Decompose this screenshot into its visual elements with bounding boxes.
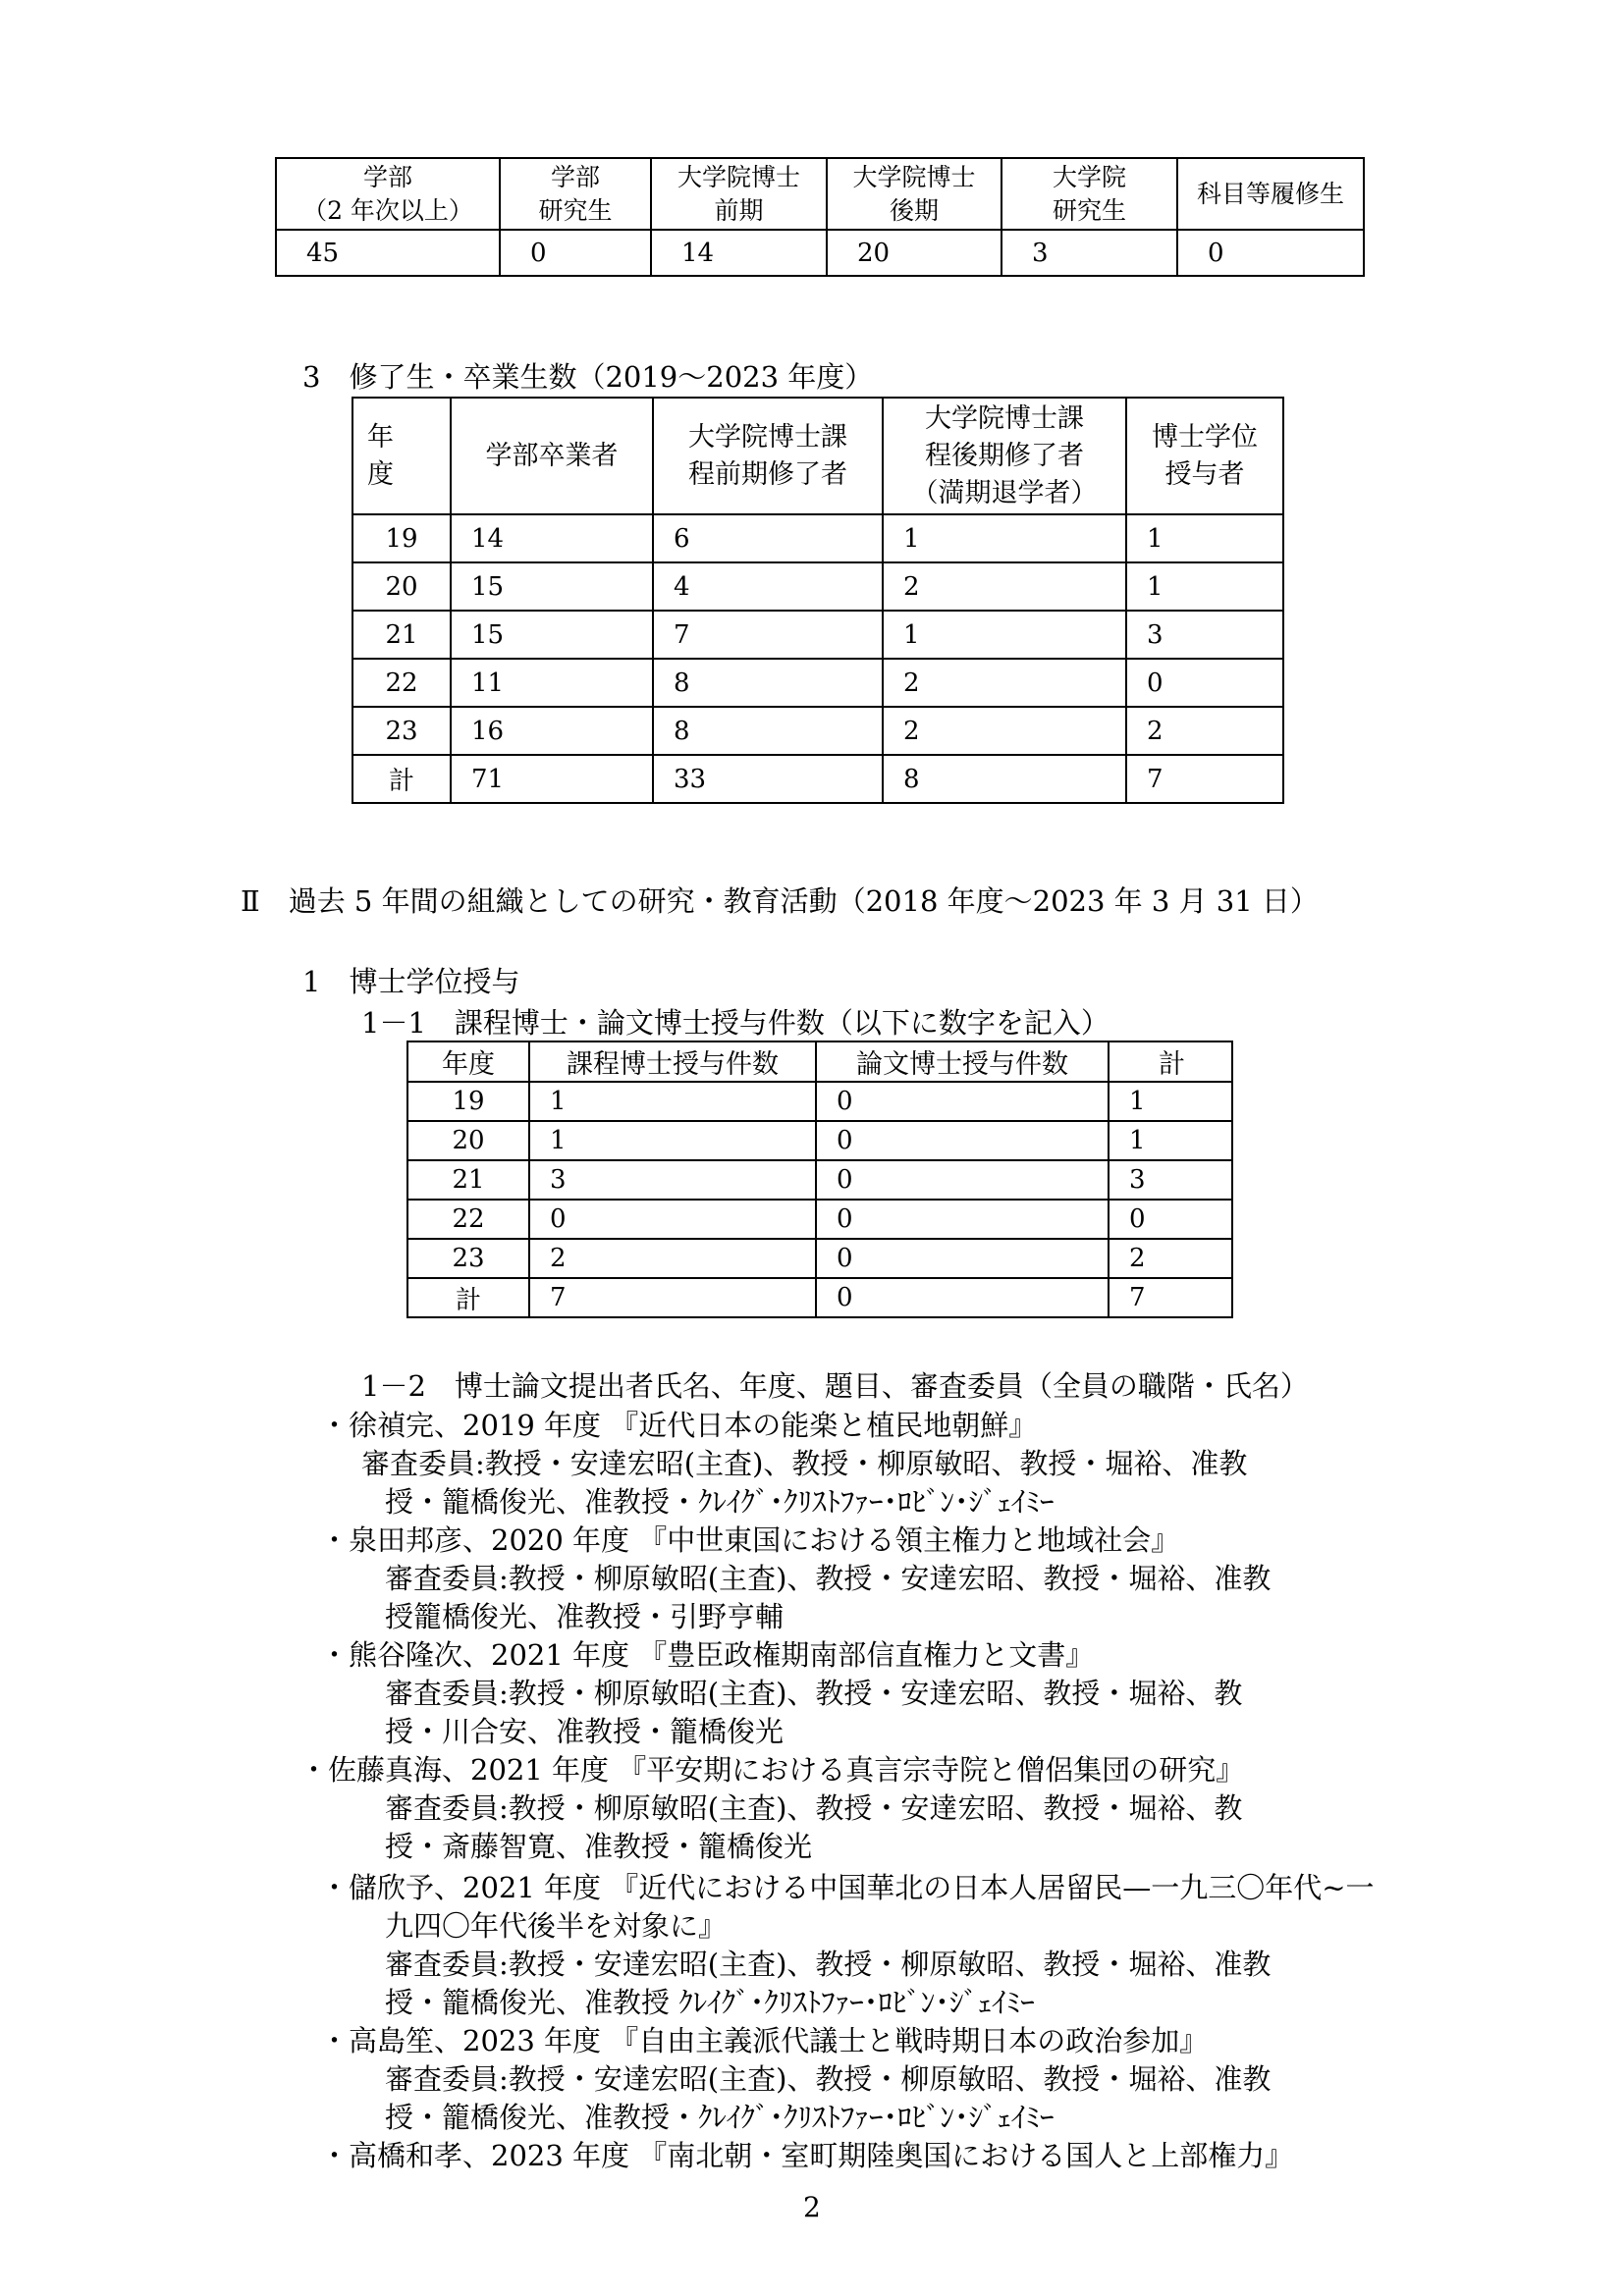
table-cell: 8 xyxy=(883,755,1126,803)
list-item: ・佐藤真海、2021 年度 『平安期における真言宗寺院と僧侶集団の研究』 xyxy=(299,1753,1245,1787)
table-cell: 21 xyxy=(352,611,451,659)
table-cell: 7 xyxy=(653,611,883,659)
header-cell: 課程博士授与件数 xyxy=(529,1041,816,1082)
table-cell: 0 xyxy=(1109,1200,1232,1239)
header-cell: 大学院 研究生 xyxy=(1001,158,1177,230)
table-row xyxy=(352,562,1283,611)
list-item: ・儲欣予、2021 年度 『近代における中国華北の日本人居留民—一九三〇年代~一 xyxy=(320,1871,1375,1904)
table-row xyxy=(352,611,1283,659)
header-cell: 計 xyxy=(1109,1041,1232,1082)
table-cell: 23 xyxy=(407,1239,529,1278)
table-cell: 1 xyxy=(529,1082,816,1121)
subsection-1-1-title: 1－1 課程博士・論文博士授与件数（以下に数字を記入） xyxy=(361,1006,1110,1040)
table-cell: 2 xyxy=(1109,1239,1232,1278)
table-row xyxy=(352,707,1283,755)
table-cell: 3 xyxy=(1126,611,1283,659)
table-cell: 71 xyxy=(451,755,653,803)
table-cell: 7 xyxy=(529,1278,816,1317)
table-cell: 33 xyxy=(653,755,883,803)
table-cell: 0 xyxy=(816,1160,1109,1200)
list-item: ・泉田邦彦、2020 年度 『中世東国における領主権力と地域社会』 xyxy=(320,1523,1180,1557)
table-row xyxy=(352,514,1283,562)
table-cell: 7 xyxy=(1109,1278,1232,1317)
table-cell: 0 xyxy=(1126,659,1283,707)
table-cell: 45 xyxy=(276,230,500,276)
table-cell: 3 xyxy=(529,1160,816,1200)
table-cell: 2 xyxy=(1126,707,1283,755)
list-item: 審査委員:教授・安達宏昭(主査)、教授・柳原敏昭、教授・堀裕、准教 xyxy=(385,1948,1272,1981)
table-cell: 3 xyxy=(1001,230,1177,276)
list-item: 九四〇年代後半を対象に』 xyxy=(385,1909,728,1943)
table-cell: 22 xyxy=(352,659,451,707)
table-cell: 1 xyxy=(1109,1121,1232,1160)
header-cell: 大学院博士課 程前期修了者 xyxy=(653,398,883,514)
table-cell: 2 xyxy=(883,707,1126,755)
table-cell: 20 xyxy=(827,230,1001,276)
table-cell: 2 xyxy=(883,562,1126,611)
table-cell: 0 xyxy=(529,1200,816,1239)
table-cell: 2 xyxy=(529,1239,816,1278)
header-cell: 学部 研究生 xyxy=(500,158,651,230)
table-cell: 0 xyxy=(1177,230,1364,276)
table-cell: 21 xyxy=(407,1160,529,1200)
table-cell: 1 xyxy=(1109,1082,1232,1121)
table-row xyxy=(407,1278,1232,1317)
table-row xyxy=(352,755,1283,803)
list-item: ・熊谷隆次、2021 年度 『豊臣政権期南部信直権力と文書』 xyxy=(320,1638,1095,1672)
table-cell: 計 xyxy=(407,1278,529,1317)
graduates-table xyxy=(352,397,1284,804)
list-item: 審査委員:教授・安達宏昭(主査)、教授・柳原敏昭、教授・堀裕、准教 xyxy=(385,2062,1272,2096)
table-cell: 11 xyxy=(451,659,653,707)
table-cell: 19 xyxy=(352,514,451,562)
degree-count-table xyxy=(406,1041,1233,1318)
header-cell: 大学院博士 後期 xyxy=(827,158,1001,230)
list-item: 審査委員:教授・安達宏昭(主査)、教授・柳原敏昭、教授・堀裕、准教 xyxy=(361,1447,1248,1480)
table-cell: 8 xyxy=(653,659,883,707)
table-cell: 0 xyxy=(500,230,651,276)
table-cell: 15 xyxy=(451,611,653,659)
list-item: ・高橋和孝、2023 年度 『南北朝・室町期陸奥国における国人と上部権力』 xyxy=(320,2139,1294,2172)
table-cell: 15 xyxy=(451,562,653,611)
table-cell: 20 xyxy=(352,562,451,611)
table-cell: 0 xyxy=(816,1278,1109,1317)
list-item: 審査委員:教授・柳原敏昭(主査)、教授・安達宏昭、教授・堀裕、教 xyxy=(385,1791,1243,1825)
list-item: ・徐禎完、2019 年度 『近代日本の能楽と植民地朝鮮』 xyxy=(320,1409,1038,1442)
list-item: 授籠橋俊光、准教授・引野亨輔 xyxy=(385,1600,785,1633)
table-row xyxy=(407,1082,1232,1121)
header-cell: 科目等履修生 xyxy=(1177,158,1364,230)
table-row xyxy=(407,1239,1232,1278)
table-row xyxy=(352,659,1283,707)
header-cell: 年度 xyxy=(407,1041,529,1082)
table-cell: 1 xyxy=(883,611,1126,659)
header-cell: 大学院博士課 程後期修了者 （満期退学者） xyxy=(883,398,1126,514)
table-cell: 8 xyxy=(653,707,883,755)
list-item: 授・籠橋俊光、准教授 ｸﾚｲｸﾞ･ｸﾘｽﾄﾌｧｰ･ﾛﾋﾞﾝ･ｼﾞｪｲﾐｰ xyxy=(385,1986,1035,2019)
table-row xyxy=(407,1160,1232,1200)
table-cell: 計 xyxy=(352,755,451,803)
list-item: 授・川合安、准教授・籠橋俊光 xyxy=(385,1715,785,1748)
table-cell: 7 xyxy=(1126,755,1283,803)
list-item: 授・籠橋俊光、准教授・ｸﾚｲｸﾞ･ｸﾘｽﾄﾌｧｰ･ﾛﾋﾞﾝ･ｼﾞｪｲﾐｰ xyxy=(385,2101,1055,2134)
list-item: 授・斎藤智寛、准教授・籠橋俊光 xyxy=(385,1830,813,1863)
header-cell: 年 度 xyxy=(352,398,451,514)
table-cell: 16 xyxy=(451,707,653,755)
table-cell: 3 xyxy=(1109,1160,1232,1200)
table-cell: 0 xyxy=(816,1121,1109,1160)
table-cell: 1 xyxy=(1126,514,1283,562)
header-cell: 学部 （2 年次以上） xyxy=(276,158,500,230)
table-cell: 4 xyxy=(653,562,883,611)
table-cell: 23 xyxy=(352,707,451,755)
list-item: ・高島笙、2023 年度 『自由主義派代議士と戦時期日本の政治参加』 xyxy=(320,2024,1209,2057)
section-2-title: Ⅱ 過去 5 年間の組織としての研究・教育活動（2018 年度～2023 年 3 月 31 日） xyxy=(241,884,1319,918)
table-row xyxy=(407,1200,1232,1239)
subsection-1-2-title: 1－2 博士論文提出者氏名、年度、題目、審査委員（全員の職階・氏名） xyxy=(361,1369,1309,1403)
header-cell: 学部卒業者 xyxy=(451,398,653,514)
list-item: 審査委員:教授・柳原敏昭(主査)、教授・安達宏昭、教授・堀裕、准教 xyxy=(385,1562,1272,1595)
table-cell: 0 xyxy=(816,1239,1109,1278)
table-cell: 1 xyxy=(529,1121,816,1160)
section-3-title: 3 修了生・卒業生数（2019～2023 年度） xyxy=(302,360,874,394)
table-cell: 22 xyxy=(407,1200,529,1239)
table-cell: 20 xyxy=(407,1121,529,1160)
list-item: 授・籠橋俊光、准教授・ｸﾚｲｸﾞ･ｸﾘｽﾄﾌｧｰ･ﾛﾋﾞﾝ･ｼﾞｪｲﾐｰ xyxy=(385,1485,1055,1519)
table-cell: 0 xyxy=(816,1082,1109,1121)
table-cell: 6 xyxy=(653,514,883,562)
header-cell: 大学院博士 前期 xyxy=(651,158,827,230)
page-number: 2 xyxy=(803,2191,821,2223)
table-cell: 2 xyxy=(883,659,1126,707)
header-cell: 博士学位 授与者 xyxy=(1126,398,1283,514)
enrollment-table xyxy=(275,157,1365,277)
table-cell: 0 xyxy=(816,1200,1109,1239)
subsection-1-title: 1 博士学位授与 xyxy=(302,965,520,998)
table-cell: 14 xyxy=(451,514,653,562)
list-item: 審査委員:教授・柳原敏昭(主査)、教授・安達宏昭、教授・堀裕、教 xyxy=(385,1677,1243,1710)
header-cell: 論文博士授与件数 xyxy=(816,1041,1109,1082)
table-row xyxy=(407,1121,1232,1160)
table-cell: 19 xyxy=(407,1082,529,1121)
table-cell: 1 xyxy=(1126,562,1283,611)
table-cell: 14 xyxy=(651,230,827,276)
table-cell: 1 xyxy=(883,514,1126,562)
